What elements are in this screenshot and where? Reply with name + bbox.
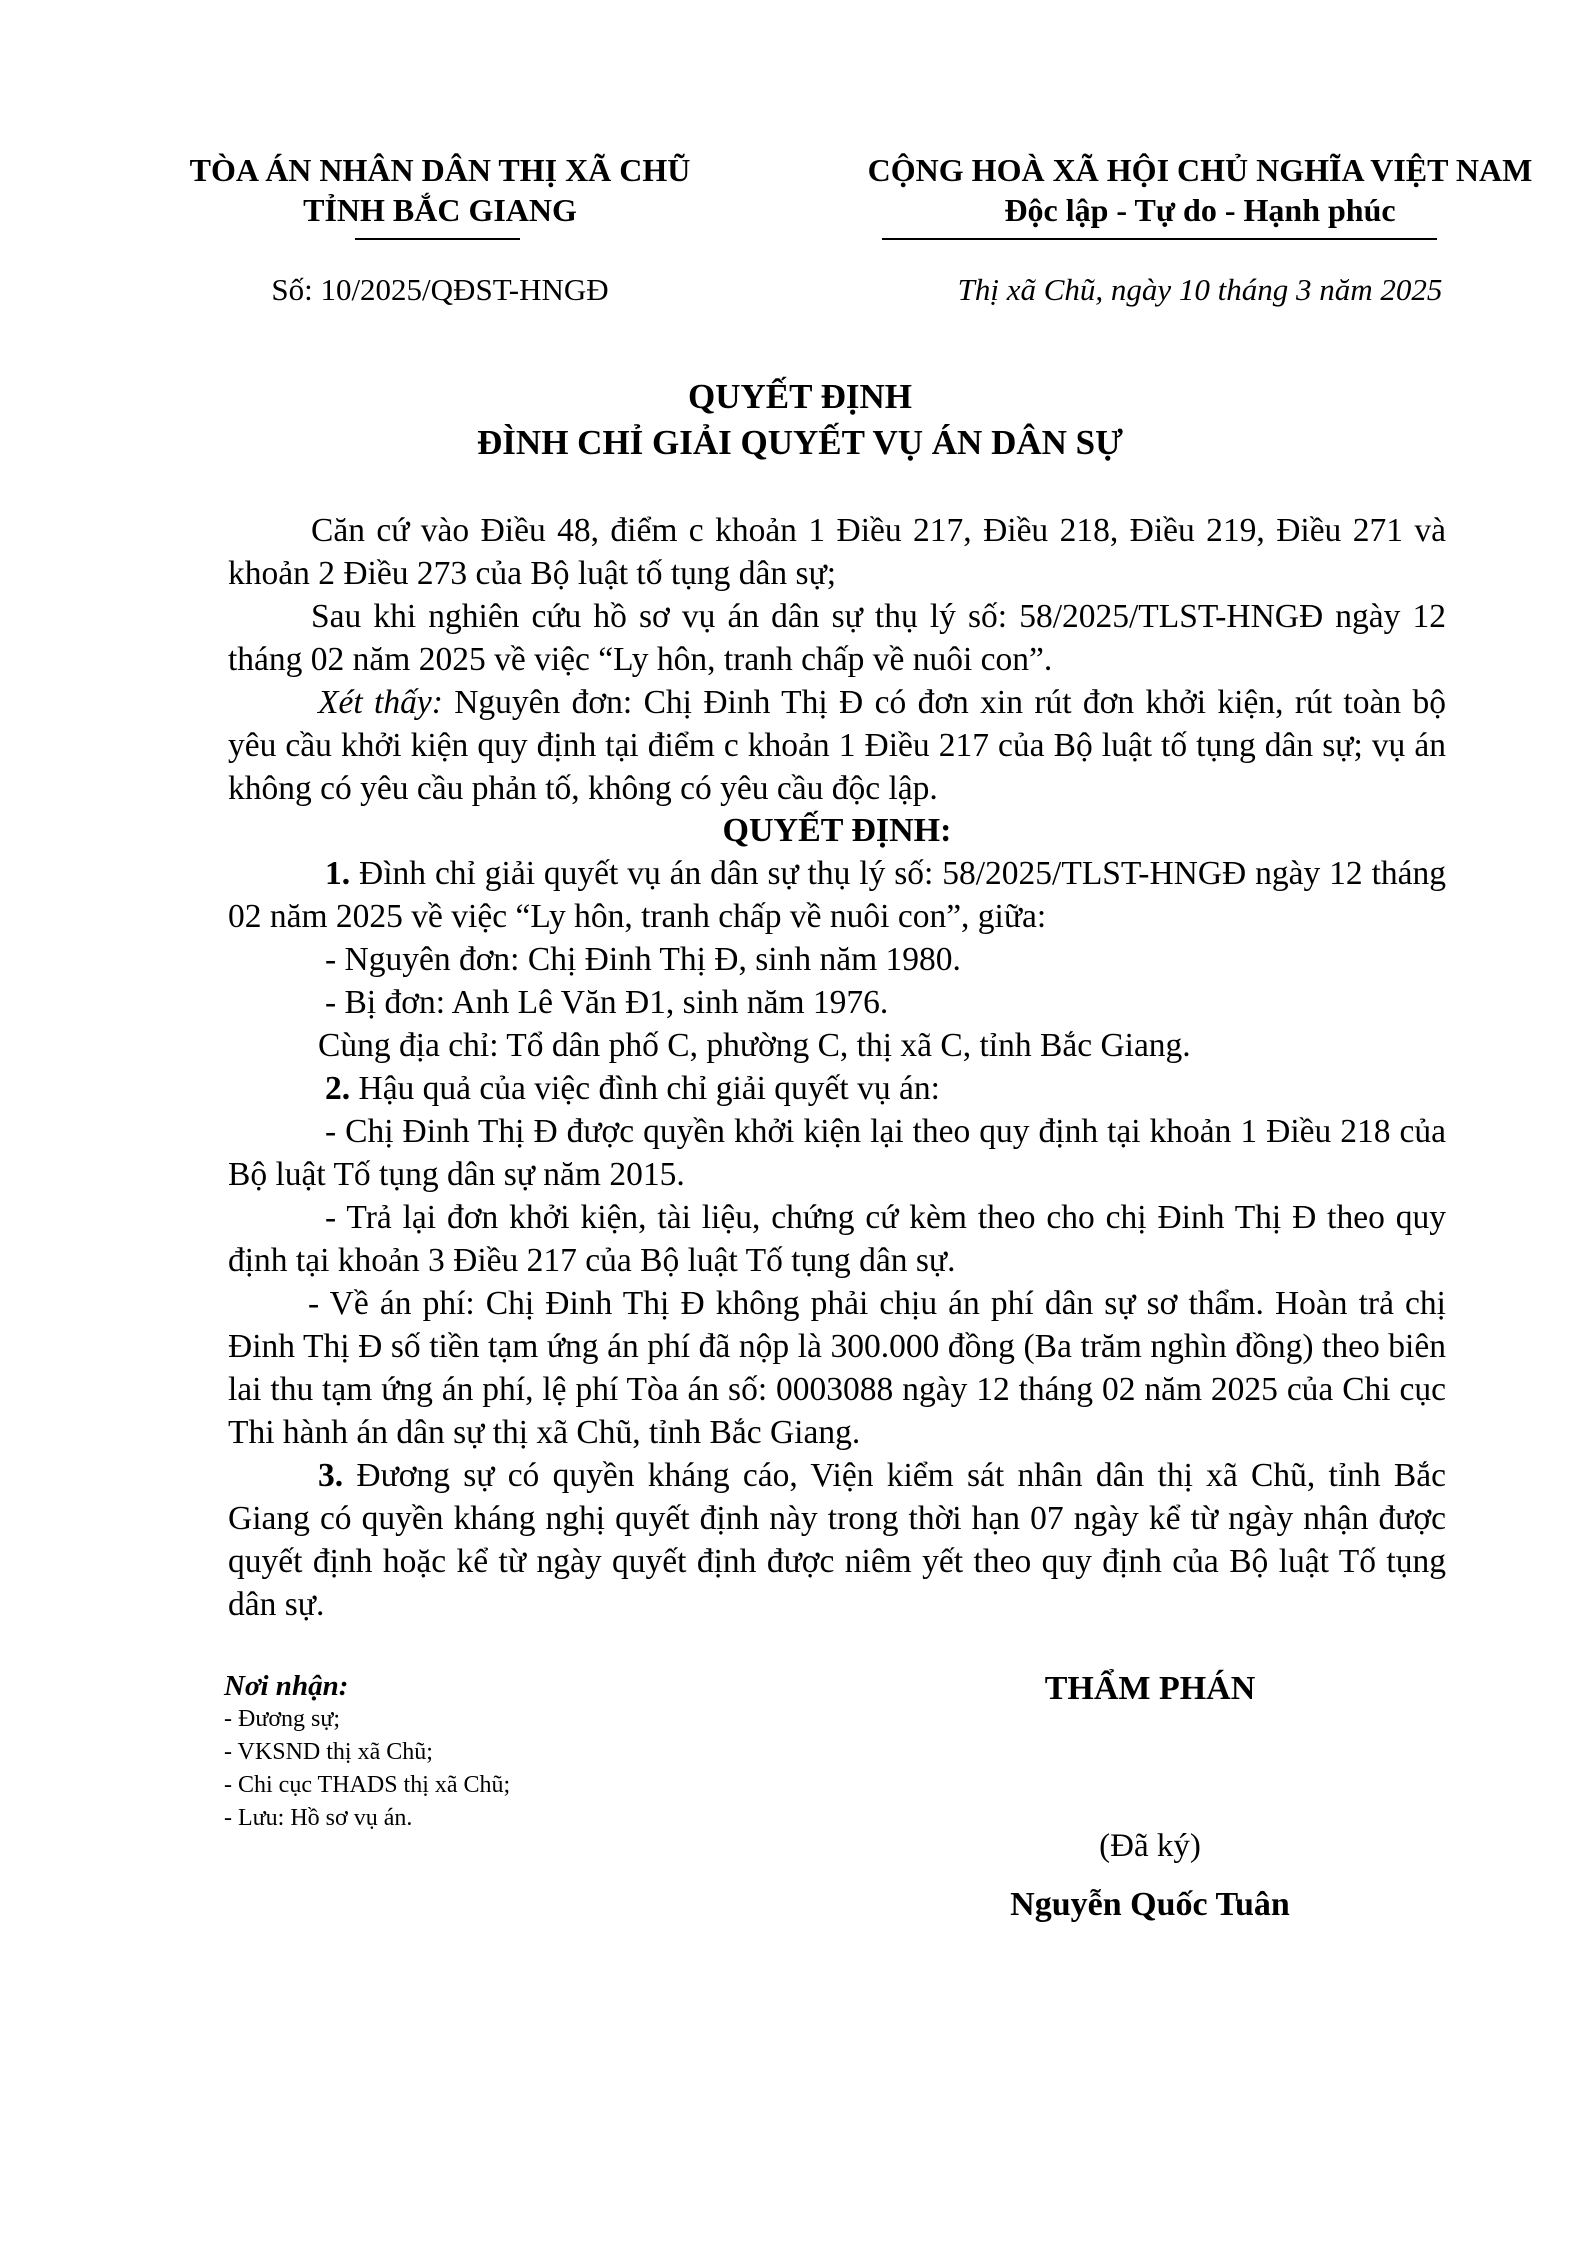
motto-underline <box>882 238 1437 240</box>
court-name: TÒA ÁN NHÂN DÂN THỊ XÃ CHŨ <box>189 152 691 188</box>
signer-name: Nguyễn Quốc Tuân <box>1010 1886 1290 1923</box>
address-line: Cùng địa chỉ: Tổ dân phố C, phường C, thị xã C, tỉnh Bắc Giang. <box>318 1027 1191 1064</box>
decision-item-1-text: Đình chỉ giải quyết vụ án dân sự thụ lý số: 58/2025/TLST-HNGĐ ngày 12 tháng 02 năm 2025 về việc “Ly hôn, tranh chấp về nuôi con”, giữa: <box>228 855 1446 935</box>
consideration-paragraph <box>228 681 1446 810</box>
decision-item-2-number: 2. <box>325 1070 351 1107</box>
court-province: TỈNH BẮC GIANG <box>303 192 577 228</box>
recipients-block <box>224 1670 744 1835</box>
defendant-line: - Bị đơn: Anh Lê Văn Đ1, sinh năm 1976. <box>325 984 889 1021</box>
consideration-label: Xét thấy: <box>318 684 443 721</box>
signer-role: THẨM PHÁN <box>1044 1670 1256 1707</box>
court-fee-paragraph: - Về án phí: Chị Đinh Thị Đ không phải chịu án phí dân sự sơ thẩm. Hoàn trả chị Đinh Thị Đ số tiền tạm ứng án phí đã nộp là 300.000 đồng (Ba trăm nghìn đồng) theo biên lai thu tạm ứng án phí, lệ phí Tòa án số: 0003088 ngày 12 tháng 02 năm 2025 của Chi cục Thi hành án dân sự thị xã Chũ, tỉnh Bắc Giang. <box>228 1285 1446 1451</box>
decision-item-1 <box>228 852 1446 938</box>
recipients-title: Nơi nhận: <box>224 1670 349 1702</box>
nation-motto: Độc lập - Tự do - Hạnh phúc <box>1004 192 1396 228</box>
signed-note: (Đã ký) <box>1099 1828 1201 1864</box>
recipient-item: - VKSND thị xã Chũ; <box>224 1739 433 1765</box>
court-header-underline <box>355 238 520 240</box>
case-review-paragraph: Sau khi nghiên cứu hồ sơ vụ án dân sự thụ lý số: 58/2025/TLST-HNGĐ ngày 12 tháng 02 năm 2025 về việc “Ly hôn, tranh chấp về nuôi con”. <box>228 598 1446 678</box>
plaintiff-line: - Nguyên đơn: Chị Đinh Thị Đ, sinh năm 1980. <box>325 941 961 978</box>
title-line2: ĐÌNH CHỈ GIẢI QUYẾT VỤ ÁN DÂN SỰ <box>477 423 1123 462</box>
decision-heading: QUYẾT ĐỊNH: <box>722 812 952 849</box>
decision-item-2-text: Hậu quả của việc đình chỉ giải quyết vụ án: <box>350 1070 940 1107</box>
consideration-text: Nguyên đơn: Chị Đinh Thị Đ có đơn xin rút đơn khởi kiện, rút toàn bộ yêu cầu khởi kiện quy định tại điểm c khoản 1 Điều 217 của Bộ luật tố tụng dân sự; vụ án không có yêu cầu phản tố, không có yêu cầu độc lập. <box>228 684 1446 807</box>
document-number: Số: 10/2025/QĐST-HNGĐ <box>271 272 609 307</box>
place-date: Thị xã Chũ, ngày 10 tháng 3 năm 2025 <box>957 272 1443 307</box>
nation-name: CỘNG HOÀ XÃ HỘI CHỦ NGHĨA VIỆT NAM <box>867 152 1533 188</box>
legal-basis-paragraph: Căn cứ vào Điều 48, điểm c khoản 1 Điều 217, Điều 218, Điều 219, Điều 271 và khoản 2 Điều 273 của Bộ luật tố tụng dân sự; <box>228 512 1446 592</box>
document-title <box>230 374 1370 466</box>
consequence-2-paragraph: - Trả lại đơn khởi kiện, tài liệu, chứng cứ kèm theo cho chị Đinh Thị Đ theo quy định tại khoản 3 Điều 217 của Bộ luật Tố tụng dân sự. <box>228 1199 1446 1279</box>
recipient-item: - Đương sự; <box>224 1706 341 1732</box>
recipient-item: - Chi cục THADS thị xã Chũ; <box>224 1772 511 1798</box>
nation-header <box>820 150 1580 230</box>
consequence-1-paragraph: - Chị Đinh Thị Đ được quyền khởi kiện lại theo quy định tại khoản 1 Điều 218 của Bộ luật Tố tụng dân sự năm 2015. <box>228 1113 1446 1193</box>
recipient-item: - Lưu: Hồ sơ vụ án. <box>224 1805 413 1831</box>
decision-item-2 <box>228 1067 1446 1110</box>
document-body <box>228 509 1446 1626</box>
court-header <box>150 150 730 230</box>
decision-item-1-number: 1. <box>325 855 351 892</box>
decision-item-3-number: 3. <box>318 1457 344 1494</box>
decision-item-3 <box>228 1454 1446 1626</box>
decision-item-3-text: Đương sự có quyền kháng cáo, Viện kiểm sát nhân dân thị xã Chũ, tỉnh Bắc Giang có quyền kháng nghị quyết định này trong thời hạn 07 ngày kể từ ngày nhận được quyết định hoặc kể từ ngày quyết định được niêm yết theo quy định của Bộ luật Tố tụng dân sự. <box>228 1457 1446 1623</box>
title-line1: QUYẾT ĐỊNH <box>688 377 912 416</box>
